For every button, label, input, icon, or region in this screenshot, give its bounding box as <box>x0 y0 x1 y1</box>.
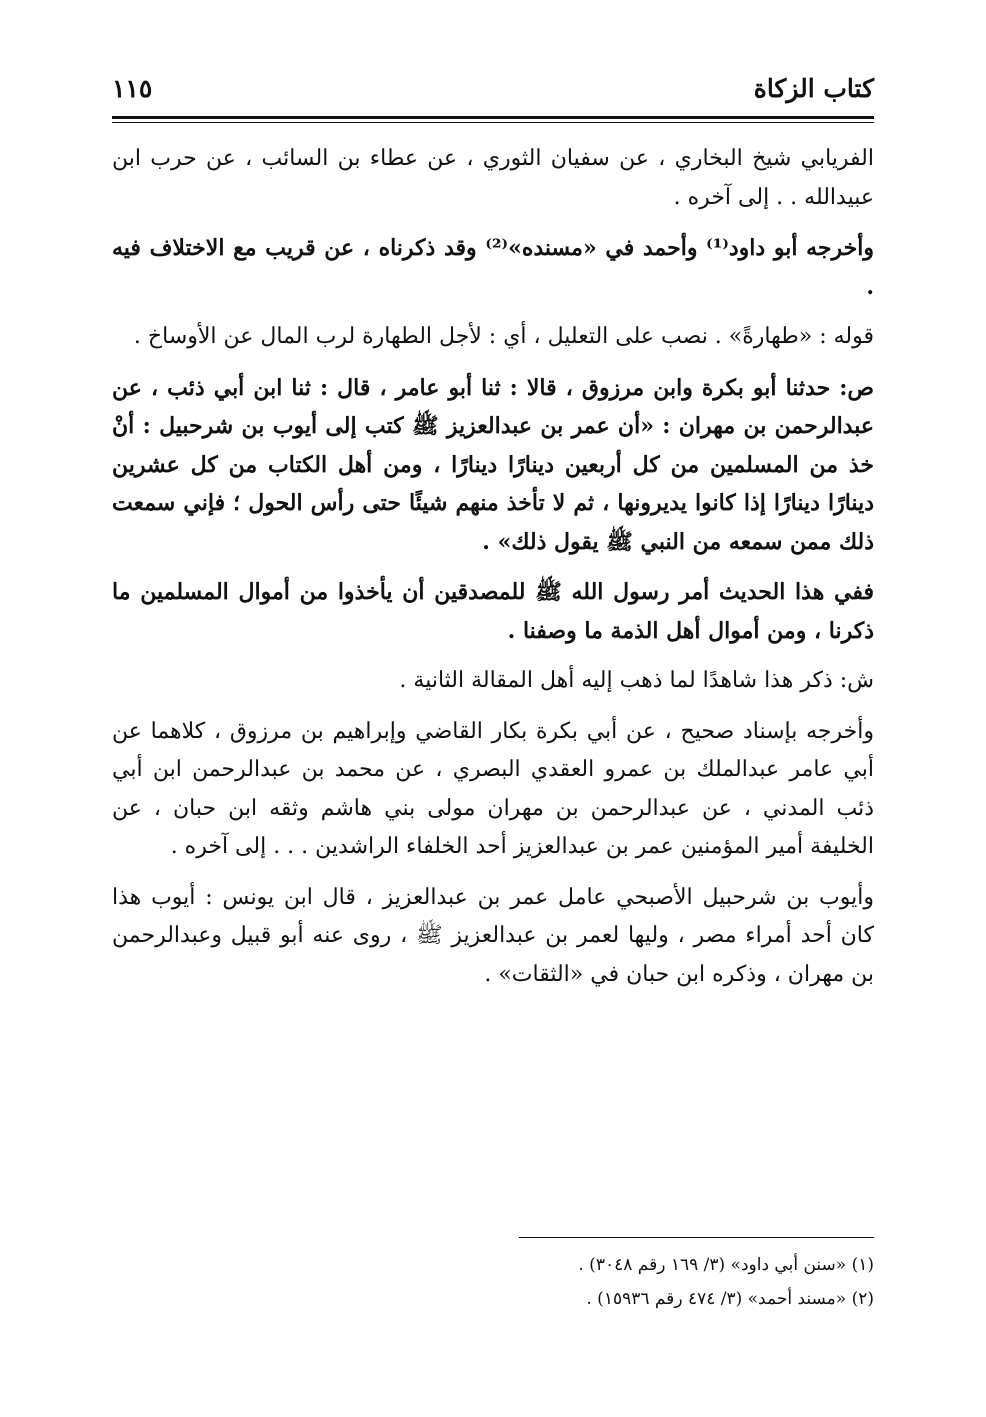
running-title: كتاب الزكاة <box>753 74 874 103</box>
header-rule-thin <box>112 122 874 123</box>
paragraph: قوله : «طهارةً» . نصب على التعليل ، أي : لأجل الطهارة لرب المال عن الأوساخ . <box>133 324 874 349</box>
header-rule-thick <box>112 116 874 119</box>
paragraph: وأخرجه بإسناد صحيح ، عن أبي بكرة بكار القاضي وإبراهيم بن مرزوق ، كلاهما عن أبي عامر عبدالملك بن عمرو العقدي البصري ، عن محمد بن عبدالرحمن ابن أبي ذئب المدني ، عن عبدالرحمن بن مهران مولى بني هاشم وثقه ابن حبان ، عن الخليفة أمير المؤمنين عمر بن عبدالعزيز أحد الخلفاء الراشدين . . . إلى آخره . <box>112 718 875 859</box>
paragraph: الفريابي شيخ البخاري ، عن سفيان الثوري ، عن عطاء بن السائب ، عن حرب ابن عبيدالله . . إلى آخره . <box>112 146 874 210</box>
paragraph: وأخرجه أبو داود⁽¹⁾ وأحمد في «مسنده»⁽²⁾ وقد ذكرناه ، عن قريب مع الاختلاف فيه . <box>112 235 874 300</box>
footnote: (٢) «مسند أحمد» (٣/ ٤٧٤ رقم ١٥٩٣٦) . <box>586 1289 874 1309</box>
page-header <box>112 74 874 114</box>
footnotes <box>112 1248 874 1316</box>
paragraph: ففي هذا الحديث أمر رسول الله ﷺ للمصدقين أن يأخذوا من أموال المسلمين ما ذكرنا ، ومن أموال أهل الذمة ما وصفنا . <box>112 579 874 644</box>
paragraph: ش: ذكر هذا شاهدًا لما ذهب إليه أهل المقالة الثانية . <box>399 668 874 693</box>
footnote-separator <box>519 1237 874 1238</box>
paragraph: وأيوب بن شرحبيل الأصبحي عامل عمر بن عبدالعزيز ، قال ابن يونس : أيوب هذا كان أحد أمراء مصر ، وليها لعمر بن عبدالعزيز ﷺ ، روى عنه أبو قبيل وعبدالرحمن بن مهران ، وذكره ابن حبان في «الثقات» . <box>112 884 874 987</box>
main-text <box>112 140 874 1006</box>
page-number: ١١٥ <box>112 74 153 103</box>
paragraph: ص: حدثنا أبو بكرة وابن مرزوق ، قالا : ثنا أبو عامر ، قال : ثنا ابن أبي ذئب ، عن عبدالرحمن بن مهران : «أن عمر بن عبدالعزيز ﷺ كتب إلى أيوب بن شرحبيل : أنْ خذ من المسلمين من كل أربعين دينارًا دينارًا ، ومن أهل الكتاب من كل عشرين دينارًا دينارًا إذا كانوا يديرونها ، ثم لا تأخذ منهم شيئًا حتى رأس الحول ؛ فإني سمعت ذلك ممن سمعه من النبي ﷺ يقول ذلك» . <box>112 374 874 555</box>
footnote: (١) «سنن أبي داود» (٣/ ١٦٩ رقم ٣٠٤٨) . <box>578 1255 874 1275</box>
